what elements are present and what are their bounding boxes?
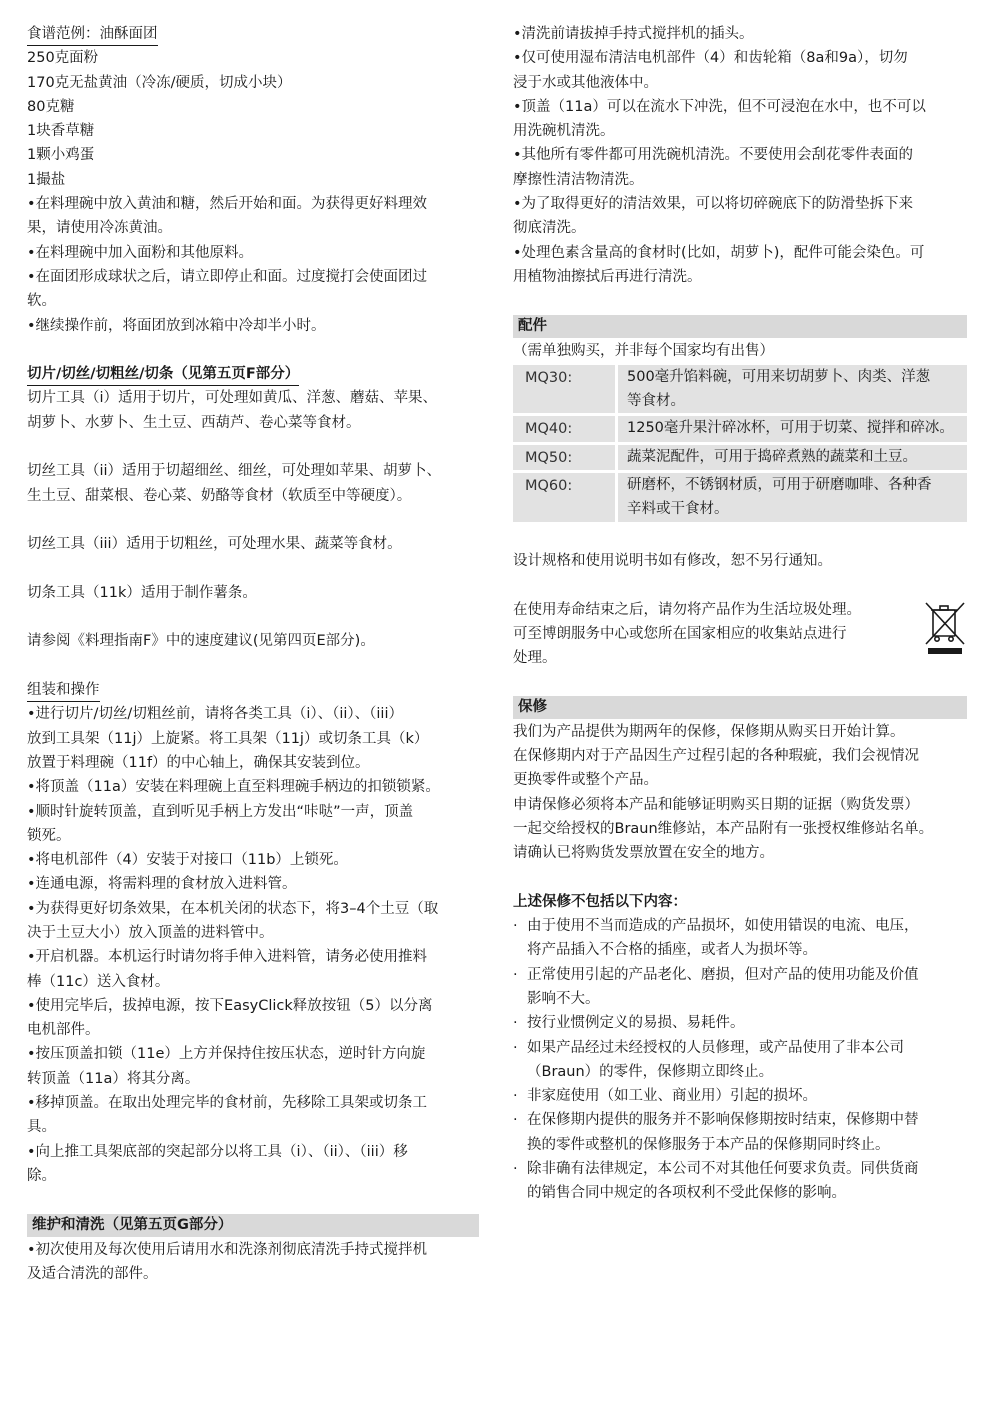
exclusion-text: 除非确有法律规定，本公司不对其他任何要求负责。同供货商: [527, 1161, 919, 1178]
accessory-code: MQ30:: [525, 369, 573, 386]
bullet: ·: [513, 1039, 518, 1056]
text-line: 彻底清洗。: [513, 220, 586, 237]
text-line: 果，请使用冷冻黄油。: [27, 220, 172, 237]
exclusion-text: 非家庭使用（如工业、商业用）引起的损坏。: [527, 1088, 817, 1105]
exclusions-list: [513, 914, 967, 1206]
accessory-description: 辛料或干食材。: [627, 501, 729, 518]
coarse-shred-paragraph: [27, 532, 479, 556]
text-line: 一起交给授权的Braun维修站，本产品附有一张授权维修站名单。: [513, 820, 934, 837]
text-line: 切丝工具（ii）适用于切超细丝、细丝，可处理如苹果、胡萝卜、: [27, 463, 442, 480]
accessory-description: 等食材。: [627, 393, 685, 410]
text-line: 用洗碗机清洗。: [513, 123, 615, 140]
text-line: •继续操作前，将面团放到冰箱中冷却半小时。: [27, 317, 326, 334]
text-line: 转顶盖（11a）将其分离。: [27, 1070, 200, 1087]
text-line: •在料理碗中放入黄油和糖，然后开始和面。为获得更好料理效: [27, 196, 428, 213]
text-line: 处理。: [513, 650, 557, 667]
exclusion-item-line: [513, 1133, 967, 1157]
text-line: •按压顶盖扣锁（11e）上方并保持住按压状态，逆时针方向旋: [27, 1046, 426, 1063]
warranty-section-title: 保修: [513, 696, 967, 719]
exclusions-title: 上述保修不包括以下内容：: [513, 893, 687, 910]
assembly-block: [27, 702, 479, 1188]
accessories-table: [513, 362, 967, 525]
text-line: 放置于料理碗（11f）的中心轴上，确保其安装到位。: [27, 754, 370, 771]
text-line: •清洗前请拔掉手持式搅拌机的插头。: [513, 26, 754, 42]
text-line: 胡萝卜、水萝卜、生土豆、西葫芦、卷心菜等食材。: [27, 414, 361, 431]
crossed-out-wheelie-bin-icon: [923, 600, 967, 656]
left-column: [27, 22, 479, 1286]
text-line: •仅可使用湿布清洁电机部件（4）和齿轮箱（8a和9a），切勿: [513, 50, 908, 67]
right-column: [513, 22, 967, 1206]
text-line: •为了取得更好的清洁效果，可以将切碎碗底下的防滑垫拆下来: [513, 196, 914, 213]
text-line: 棒（11c）送入食材。: [27, 973, 170, 990]
slice-paragraph: [27, 386, 479, 435]
cleaning-block: [513, 22, 967, 289]
text-line: •将顶盖（11a）安装在料理碗上直至料理碗手柄边的扣锁锁紧。: [27, 779, 440, 796]
exclusion-text: 按行业惯例定义的易损、易耗件。: [527, 1015, 745, 1032]
text-line: 1撮盐: [27, 171, 66, 188]
accessory-row: [513, 416, 967, 441]
text-line: 我们为产品提供为期两年的保修，保修期从购买日开始计算。: [513, 723, 905, 740]
text-line: •处理色素含量高的食材时(比如，胡萝卜)，配件可能会染色。可: [513, 244, 925, 261]
text-line: 在保修期内对于产品因生产过程引起的各种瑕疵，我们会视情况: [513, 748, 919, 765]
text-line: •将电机部件（4）安装于对接口（11b）上锁死。: [27, 852, 348, 869]
text-line: •为获得更好切条效果，在本机关闭的状态下，将3–4个土豆（取: [27, 900, 439, 917]
text-line: 具。: [27, 1119, 56, 1136]
bullet: ·: [513, 1015, 518, 1032]
text-line: •向上推工具架底部的突起部分以将工具（i）、（ii）、（iii）移: [27, 1143, 408, 1160]
accessory-code: MQ50:: [525, 449, 573, 466]
exclusion-text: 正常使用引起的产品老化、磨损，但对产品的使用功能及价值: [527, 966, 919, 983]
bullet: ·: [513, 1161, 518, 1178]
text-line: 摩擦性清洁物清洗。: [513, 171, 644, 188]
text-line: 可至博朗服务中心或您所在国家相应的收集站点进行: [513, 625, 847, 642]
text-line: 浸于水或其他液体中。: [513, 74, 658, 91]
exclusion-text: （Braun）的零件，保修期立即终止。: [527, 1063, 774, 1080]
exclusion-text: 的销售合同中规定的各项权利不受此保修的影响。: [527, 1185, 846, 1202]
text-line: •进行切片/切丝/切粗丝前，请将各类工具（i）、（ii）、（iii）: [27, 706, 403, 723]
recipe-block: [27, 46, 479, 338]
text-line: 1块香草糖: [27, 123, 95, 140]
shred-paragraph: [27, 459, 479, 508]
bullet: ·: [513, 918, 518, 935]
accessories-note: （需单独购买，并非每个国家均有出售）: [513, 342, 774, 359]
recipe-title: 食谱范例：油酥面团: [27, 23, 158, 46]
exclusion-text: 影响不大。: [527, 990, 600, 1007]
text-line: 生土豆、甜菜根、卷心菜、奶酪等食材（软质至中等硬度）。: [27, 487, 412, 504]
text-line: 放到工具架（11j）上旋紧。将工具架（11j）或切条工具（k）: [27, 730, 429, 747]
speed-reference-paragraph: [27, 629, 479, 653]
text-line: 250克面粉: [27, 50, 99, 67]
text-line: 更换零件或整个产品。: [513, 772, 658, 789]
text-line: 请确认已将购货发票放置在安全的地方。: [513, 845, 774, 862]
text-line: 软。: [27, 293, 56, 310]
exclusion-item-line: [513, 987, 967, 1011]
text-line: •在料理碗中加入面粉和其他原料。: [27, 244, 254, 261]
accessory-description: 1250毫升果汁碎冰杯，可用于切菜、搅拌和碎冰。: [627, 420, 954, 437]
fries-paragraph: [27, 581, 479, 605]
text-line: •顺时针旋转顶盖，直到听见手柄上方发出“咔哒”一声，顶盖: [27, 803, 414, 820]
notice-paragraph: 设计规格和使用说明书如有修改，恕不另行通知。: [513, 552, 832, 569]
exclusion-item-line: [513, 1036, 967, 1060]
text-line: 切条工具（11k）适用于制作薯条。: [27, 584, 257, 601]
exclusion-item-line: [513, 1011, 967, 1035]
accessory-description: 蔬菜泥配件，可用于捣碎煮熟的蔬菜和土豆。: [627, 448, 917, 465]
bullet: ·: [513, 1088, 518, 1105]
exclusion-text: 如果产品经过未经授权的人员修理，或产品使用了非本公司: [527, 1039, 904, 1056]
text-line: •在面团形成球状之后，请立即停止和面。过度搅打会使面团过: [27, 268, 428, 285]
exclusion-item-line: [513, 914, 967, 938]
text-line: 170克无盐黄油（冷冻/硬质，切成小块）: [27, 74, 292, 91]
exclusion-item-line: [513, 938, 967, 962]
accessories-section-title: 配件: [513, 315, 967, 338]
exclusion-item-line: [513, 1181, 967, 1205]
text-line: 锁死。: [27, 827, 71, 844]
text-line: 切片工具（i）适用于切片，可处理如黄瓜、洋葱、蘑菇、苹果、: [27, 390, 438, 407]
text-line: 80克糖: [27, 98, 75, 115]
warranty-block: [513, 720, 967, 866]
care-block: [27, 1238, 479, 1287]
text-line: •开启机器。本机运行时请勿将手伸入进料管，请务必使用推料: [27, 949, 428, 966]
accessory-row: [513, 473, 967, 522]
text-line: 切丝工具（iii）适用于切粗丝，可处理水果、蔬菜等食材。: [27, 536, 402, 553]
text-line: 用植物油擦拭后再进行清洗。: [513, 268, 702, 285]
accessory-code: MQ60:: [525, 478, 573, 495]
exclusion-item-line: [513, 1157, 967, 1181]
exclusion-text: 由于使用不当而造成的产品损坏，如使用错误的电流、电压，: [527, 918, 919, 935]
accessory-description: 500毫升馅料碗，可用来切胡萝卜、肉类、洋葱: [627, 368, 931, 385]
text-line: 电机部件。: [27, 1022, 100, 1039]
exclusion-text: 将产品插入不合格的插座，或者人为损坏等。: [527, 942, 817, 959]
disposal-block: [513, 598, 967, 671]
text-line: 决于土豆大小）放入顶盖的进料管中。: [27, 924, 274, 941]
accessory-row: [513, 365, 967, 414]
exclusion-item-line: [513, 1060, 967, 1084]
text-line: 及适合清洗的部件。: [27, 1265, 158, 1282]
bullet: ·: [513, 966, 518, 983]
text-line: •其他所有零件都可用洗碗机清洗。不要使用会刮花零件表面的: [513, 147, 914, 164]
exclusion-item-line: [513, 963, 967, 987]
text-line: •初次使用及每次使用后请用水和洗涤剂彻底清洗手持式搅拌机: [27, 1241, 428, 1258]
text-line: 在使用寿命结束之后，请勿将产品作为生活垃圾处理。: [513, 601, 861, 618]
text-line: 1颗小鸡蛋: [27, 147, 95, 164]
care-section-title: 维护和清洗（见第五页G部分）: [27, 1214, 479, 1237]
text-line: 请参阅《料理指南F》中的速度建议(见第四页E部分)。: [27, 633, 375, 650]
accessory-code: MQ40:: [525, 421, 573, 438]
text-line: •连通电源，将需料理的食材放入进料管。: [27, 876, 297, 893]
text-line: •移掉顶盖。在取出处理完毕的食材前，先移除工具架或切条工: [27, 1095, 428, 1112]
exclusion-item-line: [513, 1084, 967, 1108]
exclusion-text: 换的零件或整机的保修服务于本产品的保修期同时终止。: [527, 1136, 890, 1153]
exclusion-item-line: [513, 1108, 967, 1132]
text-line: 申请保修必须将本产品和能够证明购买日期的证据（购货发票）: [513, 796, 919, 813]
accessory-description: 研磨杯，不锈钢材质，可用于研磨咖啡、各种香: [627, 477, 932, 494]
text-line: 除。: [27, 1167, 56, 1184]
bullet: ·: [513, 1112, 518, 1129]
accessory-row: [513, 445, 967, 470]
text-line: •使用完毕后，拔掉电源，按下EasyClick释放按钮（5）以分离: [27, 997, 433, 1014]
exclusion-text: 在保修期内提供的服务并不影响保修期按时结束，保修期中替: [527, 1112, 919, 1129]
text-line: •顶盖（11a）可以在流水下冲洗，但不可浸泡在水中，也不可以: [513, 98, 926, 115]
slice-section-title: 切片/切丝/切粗丝/切条（见第五页F部分）: [27, 363, 299, 386]
assembly-section-title: 组装和操作: [27, 679, 100, 702]
